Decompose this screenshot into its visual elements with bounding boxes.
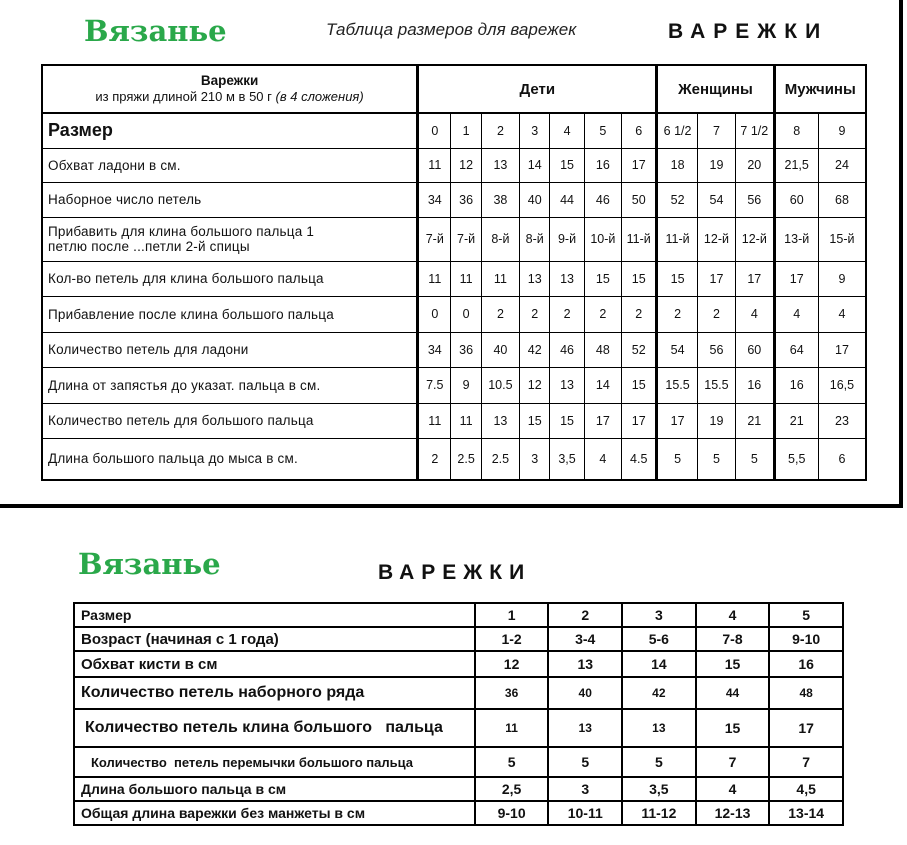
size-cell: 7 — [697, 113, 735, 148]
row-label: Наборное число петель — [42, 182, 418, 217]
table-cell: 12 — [520, 367, 550, 403]
table-cell: 13 — [622, 709, 696, 747]
table-row — [74, 777, 843, 801]
table-cell: 16,5 — [818, 367, 866, 403]
table-cell: 15.5 — [697, 367, 735, 403]
table-cell: 38 — [481, 182, 519, 217]
table-cell: 34 — [418, 182, 451, 217]
table-cell: 5 — [475, 747, 549, 777]
table-cell: 4 — [774, 296, 818, 332]
table-cell: 17 — [774, 261, 818, 296]
table-cell: 0 — [451, 296, 481, 332]
table-cell: 7-8 — [696, 627, 770, 651]
table-cell: 7.5 — [418, 367, 451, 403]
table-cell: 7-й — [418, 217, 451, 261]
table-cell: 15 — [584, 261, 621, 296]
table-cell: 7-й — [451, 217, 481, 261]
table-cell: 14 — [622, 651, 696, 677]
table-row — [42, 438, 866, 480]
header-yarn-info: из пряжи длиной 210 м в 50 г — [95, 89, 272, 104]
table-cell: 15.5 — [657, 367, 697, 403]
table-cell: 5 — [622, 747, 696, 777]
table-cell: 2 — [550, 296, 584, 332]
table-cell: 2 — [584, 296, 621, 332]
table-cell: 10-11 — [548, 801, 622, 825]
table-cell: 17 — [736, 261, 774, 296]
table-cell: 12-й — [736, 217, 774, 261]
table-cell: 16 — [584, 148, 621, 182]
table-cell: 3 — [520, 438, 550, 480]
table-cell: 4 — [584, 438, 621, 480]
group-women: Женщины — [657, 65, 774, 113]
table-cell: 5-6 — [622, 627, 696, 651]
table-row — [74, 651, 843, 677]
table-cell: 5 — [548, 747, 622, 777]
table-cell: 11 — [418, 148, 451, 182]
table-cell: 12-й — [697, 217, 735, 261]
size-cell: 5 — [584, 113, 621, 148]
table-cell: 11 — [475, 709, 549, 747]
table-cell: 48 — [584, 332, 621, 367]
table-cell: 48 — [769, 677, 843, 709]
table-cell: 64 — [774, 332, 818, 367]
row-label: Количество петель клина большого пальца — [74, 709, 475, 747]
table-header-row — [42, 65, 866, 113]
table-cell: 3 — [548, 777, 622, 801]
table-row — [42, 217, 866, 261]
table-cell: 15 — [520, 403, 550, 438]
table-cell: 56 — [697, 332, 735, 367]
table-cell: 0 — [418, 296, 451, 332]
group-children: Дети — [418, 65, 657, 113]
table-cell: 13 — [548, 709, 622, 747]
size-cell: 6 1/2 — [657, 113, 697, 148]
table-cell: 15 — [550, 403, 584, 438]
table-cell: 5,5 — [774, 438, 818, 480]
table-row — [42, 261, 866, 296]
table-cell: 16 — [774, 367, 818, 403]
table-cell: 60 — [774, 182, 818, 217]
table-cell: 23 — [818, 403, 866, 438]
row-label-line2: петлю после ...петли 2-й спицы — [48, 239, 250, 254]
size-cell: 2 — [481, 113, 519, 148]
table-cell: 12 — [475, 651, 549, 677]
table-cell: 21 — [774, 403, 818, 438]
table-cell: 21,5 — [774, 148, 818, 182]
table-cell: 20 — [736, 148, 774, 182]
table-cell: 17 — [622, 403, 657, 438]
table-cell: 2.5 — [481, 438, 519, 480]
table-row — [42, 148, 866, 182]
table-cell: 52 — [657, 182, 697, 217]
table-cell: 12 — [451, 148, 481, 182]
size-cell: 8 — [774, 113, 818, 148]
row-label: Длина большого пальца в см — [74, 777, 475, 801]
table-cell: 4 — [696, 603, 770, 627]
table-cell: 11 — [418, 403, 451, 438]
table-cell: 3-4 — [548, 627, 622, 651]
table-row — [74, 627, 843, 651]
table-cell: 19 — [697, 148, 735, 182]
table-cell: 36 — [475, 677, 549, 709]
table-row — [74, 677, 843, 709]
table-cell: 4,5 — [769, 777, 843, 801]
table-row — [74, 709, 843, 747]
row-label: Обхват ладони в см. — [42, 148, 418, 182]
row-label: Длина большого пальца до мыса в см. — [42, 438, 418, 480]
row-label: Длина от запястья до указат. пальца в см. — [42, 367, 418, 403]
brand-logo-top: Вязанье — [84, 14, 227, 48]
row-label: Прибавление после клина большого пальца — [42, 296, 418, 332]
table-cell: 50 — [622, 182, 657, 217]
table-cell: 15 — [622, 367, 657, 403]
top-title: ВАРЕЖКИ — [668, 20, 829, 43]
table-cell: 15 — [622, 261, 657, 296]
row-label: Общая длина варежки без манжеты в см — [74, 801, 475, 825]
table-cell: 17 — [818, 332, 866, 367]
table-cell: 2,5 — [475, 777, 549, 801]
table-cell: 17 — [769, 709, 843, 747]
size-table-top — [41, 64, 867, 481]
table-cell: 54 — [657, 332, 697, 367]
table-cell: 2 — [520, 296, 550, 332]
table-cell: 2 — [481, 296, 519, 332]
row-label — [42, 217, 418, 261]
table-cell: 13-й — [774, 217, 818, 261]
table-cell: 40 — [481, 332, 519, 367]
table-cell: 44 — [696, 677, 770, 709]
table-cell: 17 — [657, 403, 697, 438]
table-cell: 11 — [418, 261, 451, 296]
table-row — [74, 801, 843, 825]
table-cell: 13 — [481, 403, 519, 438]
table-cell: 40 — [548, 677, 622, 709]
table-cell: 4 — [818, 296, 866, 332]
table-cell: 21 — [736, 403, 774, 438]
table-cell: 8-й — [520, 217, 550, 261]
table-cell: 19 — [697, 403, 735, 438]
table-cell: 17 — [697, 261, 735, 296]
table-cell: 1-2 — [475, 627, 549, 651]
table-cell: 34 — [418, 332, 451, 367]
table-cell: 15-й — [818, 217, 866, 261]
table-cell: 11-12 — [622, 801, 696, 825]
table-cell: 56 — [736, 182, 774, 217]
row-label: Количество петель для большого пальца — [42, 403, 418, 438]
table-cell: 44 — [550, 182, 584, 217]
table-cell: 52 — [622, 332, 657, 367]
table-cell: 9 — [451, 367, 481, 403]
row-label: Кол-во петель для клина большого пальца — [42, 261, 418, 296]
table-cell: 5 — [769, 603, 843, 627]
table-cell: 12-13 — [696, 801, 770, 825]
row-label: Возраст (начиная с 1 года) — [74, 627, 475, 651]
table-cell: 46 — [550, 332, 584, 367]
header-description — [42, 65, 418, 113]
row-label-line1: Прибавить для клина большого пальца 1 — [48, 224, 315, 239]
table-row-sizes — [42, 113, 866, 148]
table-cell: 36 — [451, 332, 481, 367]
table-cell: 2.5 — [451, 438, 481, 480]
table-cell: 11-й — [657, 217, 697, 261]
table-cell: 13 — [548, 651, 622, 677]
row-label: Обхват кисти в см — [74, 651, 475, 677]
table-cell: 5 — [697, 438, 735, 480]
bottom-title: ВАРЕЖКИ — [378, 561, 532, 584]
table-cell: 68 — [818, 182, 866, 217]
table-cell: 3 — [622, 603, 696, 627]
table-cell: 2 — [418, 438, 451, 480]
header-yarn-info-italic: (в 4 сложения) — [275, 89, 364, 104]
table-cell: 36 — [451, 182, 481, 217]
table-cell: 46 — [584, 182, 621, 217]
table-cell: 5 — [657, 438, 697, 480]
table-cell: 11-й — [622, 217, 657, 261]
table-row — [74, 603, 843, 627]
size-cell: 9 — [818, 113, 866, 148]
table-row — [42, 403, 866, 438]
table-cell: 15 — [550, 148, 584, 182]
table-cell: 42 — [520, 332, 550, 367]
top-subtitle: Таблица размеров для варежек — [326, 20, 577, 39]
table-cell: 15 — [696, 651, 770, 677]
table-cell: 4 — [736, 296, 774, 332]
table-cell: 13 — [481, 148, 519, 182]
row-label: Количество петель наборного ряда — [74, 677, 475, 709]
table-cell: 9-10 — [769, 627, 843, 651]
size-cell: 6 — [622, 113, 657, 148]
table-cell: 15 — [696, 709, 770, 747]
group-men: Мужчины — [774, 65, 866, 113]
table-row — [42, 367, 866, 403]
table-cell: 1 — [475, 603, 549, 627]
table-cell: 11 — [451, 403, 481, 438]
table-cell: 2 — [697, 296, 735, 332]
size-cell: 4 — [550, 113, 584, 148]
row-label: Количество петель перемычки большого пальца — [74, 747, 475, 777]
table-cell: 13 — [520, 261, 550, 296]
table-cell: 18 — [657, 148, 697, 182]
table-cell: 54 — [697, 182, 735, 217]
table-cell: 10.5 — [481, 367, 519, 403]
table-cell: 3,5 — [622, 777, 696, 801]
table-cell: 9-10 — [475, 801, 549, 825]
table-row — [42, 182, 866, 217]
table-cell: 17 — [622, 148, 657, 182]
size-cell: 7 1/2 — [736, 113, 774, 148]
table-cell: 5 — [736, 438, 774, 480]
table-cell: 2 — [548, 603, 622, 627]
table-cell: 3,5 — [550, 438, 584, 480]
table-cell: 9-й — [550, 217, 584, 261]
table-row — [74, 747, 843, 777]
size-cell: 0 — [418, 113, 451, 148]
table-cell: 2 — [657, 296, 697, 332]
table-cell: 14 — [520, 148, 550, 182]
table-cell: 40 — [520, 182, 550, 217]
table-cell: 13 — [550, 367, 584, 403]
size-label: Размер — [42, 113, 418, 148]
header-title: Варежки — [200, 73, 259, 88]
table-cell: 13-14 — [769, 801, 843, 825]
table-cell: 60 — [736, 332, 774, 367]
table-row — [42, 332, 866, 367]
table-cell: 42 — [622, 677, 696, 709]
table-cell: 16 — [769, 651, 843, 677]
table-cell: 6 — [818, 438, 866, 480]
table-cell: 24 — [818, 148, 866, 182]
table-cell: 2 — [622, 296, 657, 332]
size-cell: 1 — [451, 113, 481, 148]
row-label: Количество петель для ладони — [42, 332, 418, 367]
table-cell: 11 — [451, 261, 481, 296]
table-row — [42, 296, 866, 332]
size-table-bottom — [73, 602, 844, 826]
table-cell: 16 — [736, 367, 774, 403]
table-cell: 8-й — [481, 217, 519, 261]
table-cell: 15 — [657, 261, 697, 296]
table-cell: 9 — [818, 261, 866, 296]
table-cell: 17 — [584, 403, 621, 438]
table-cell: 11 — [481, 261, 519, 296]
table-cell: 7 — [769, 747, 843, 777]
table-cell: 10-й — [584, 217, 621, 261]
table-cell: 14 — [584, 367, 621, 403]
size-cell: 3 — [520, 113, 550, 148]
table-cell: 7 — [696, 747, 770, 777]
row-label: Размер — [74, 603, 475, 627]
brand-logo-bottom: Вязанье — [78, 547, 221, 581]
table-cell: 4.5 — [622, 438, 657, 480]
table-cell: 13 — [550, 261, 584, 296]
table-cell: 4 — [696, 777, 770, 801]
